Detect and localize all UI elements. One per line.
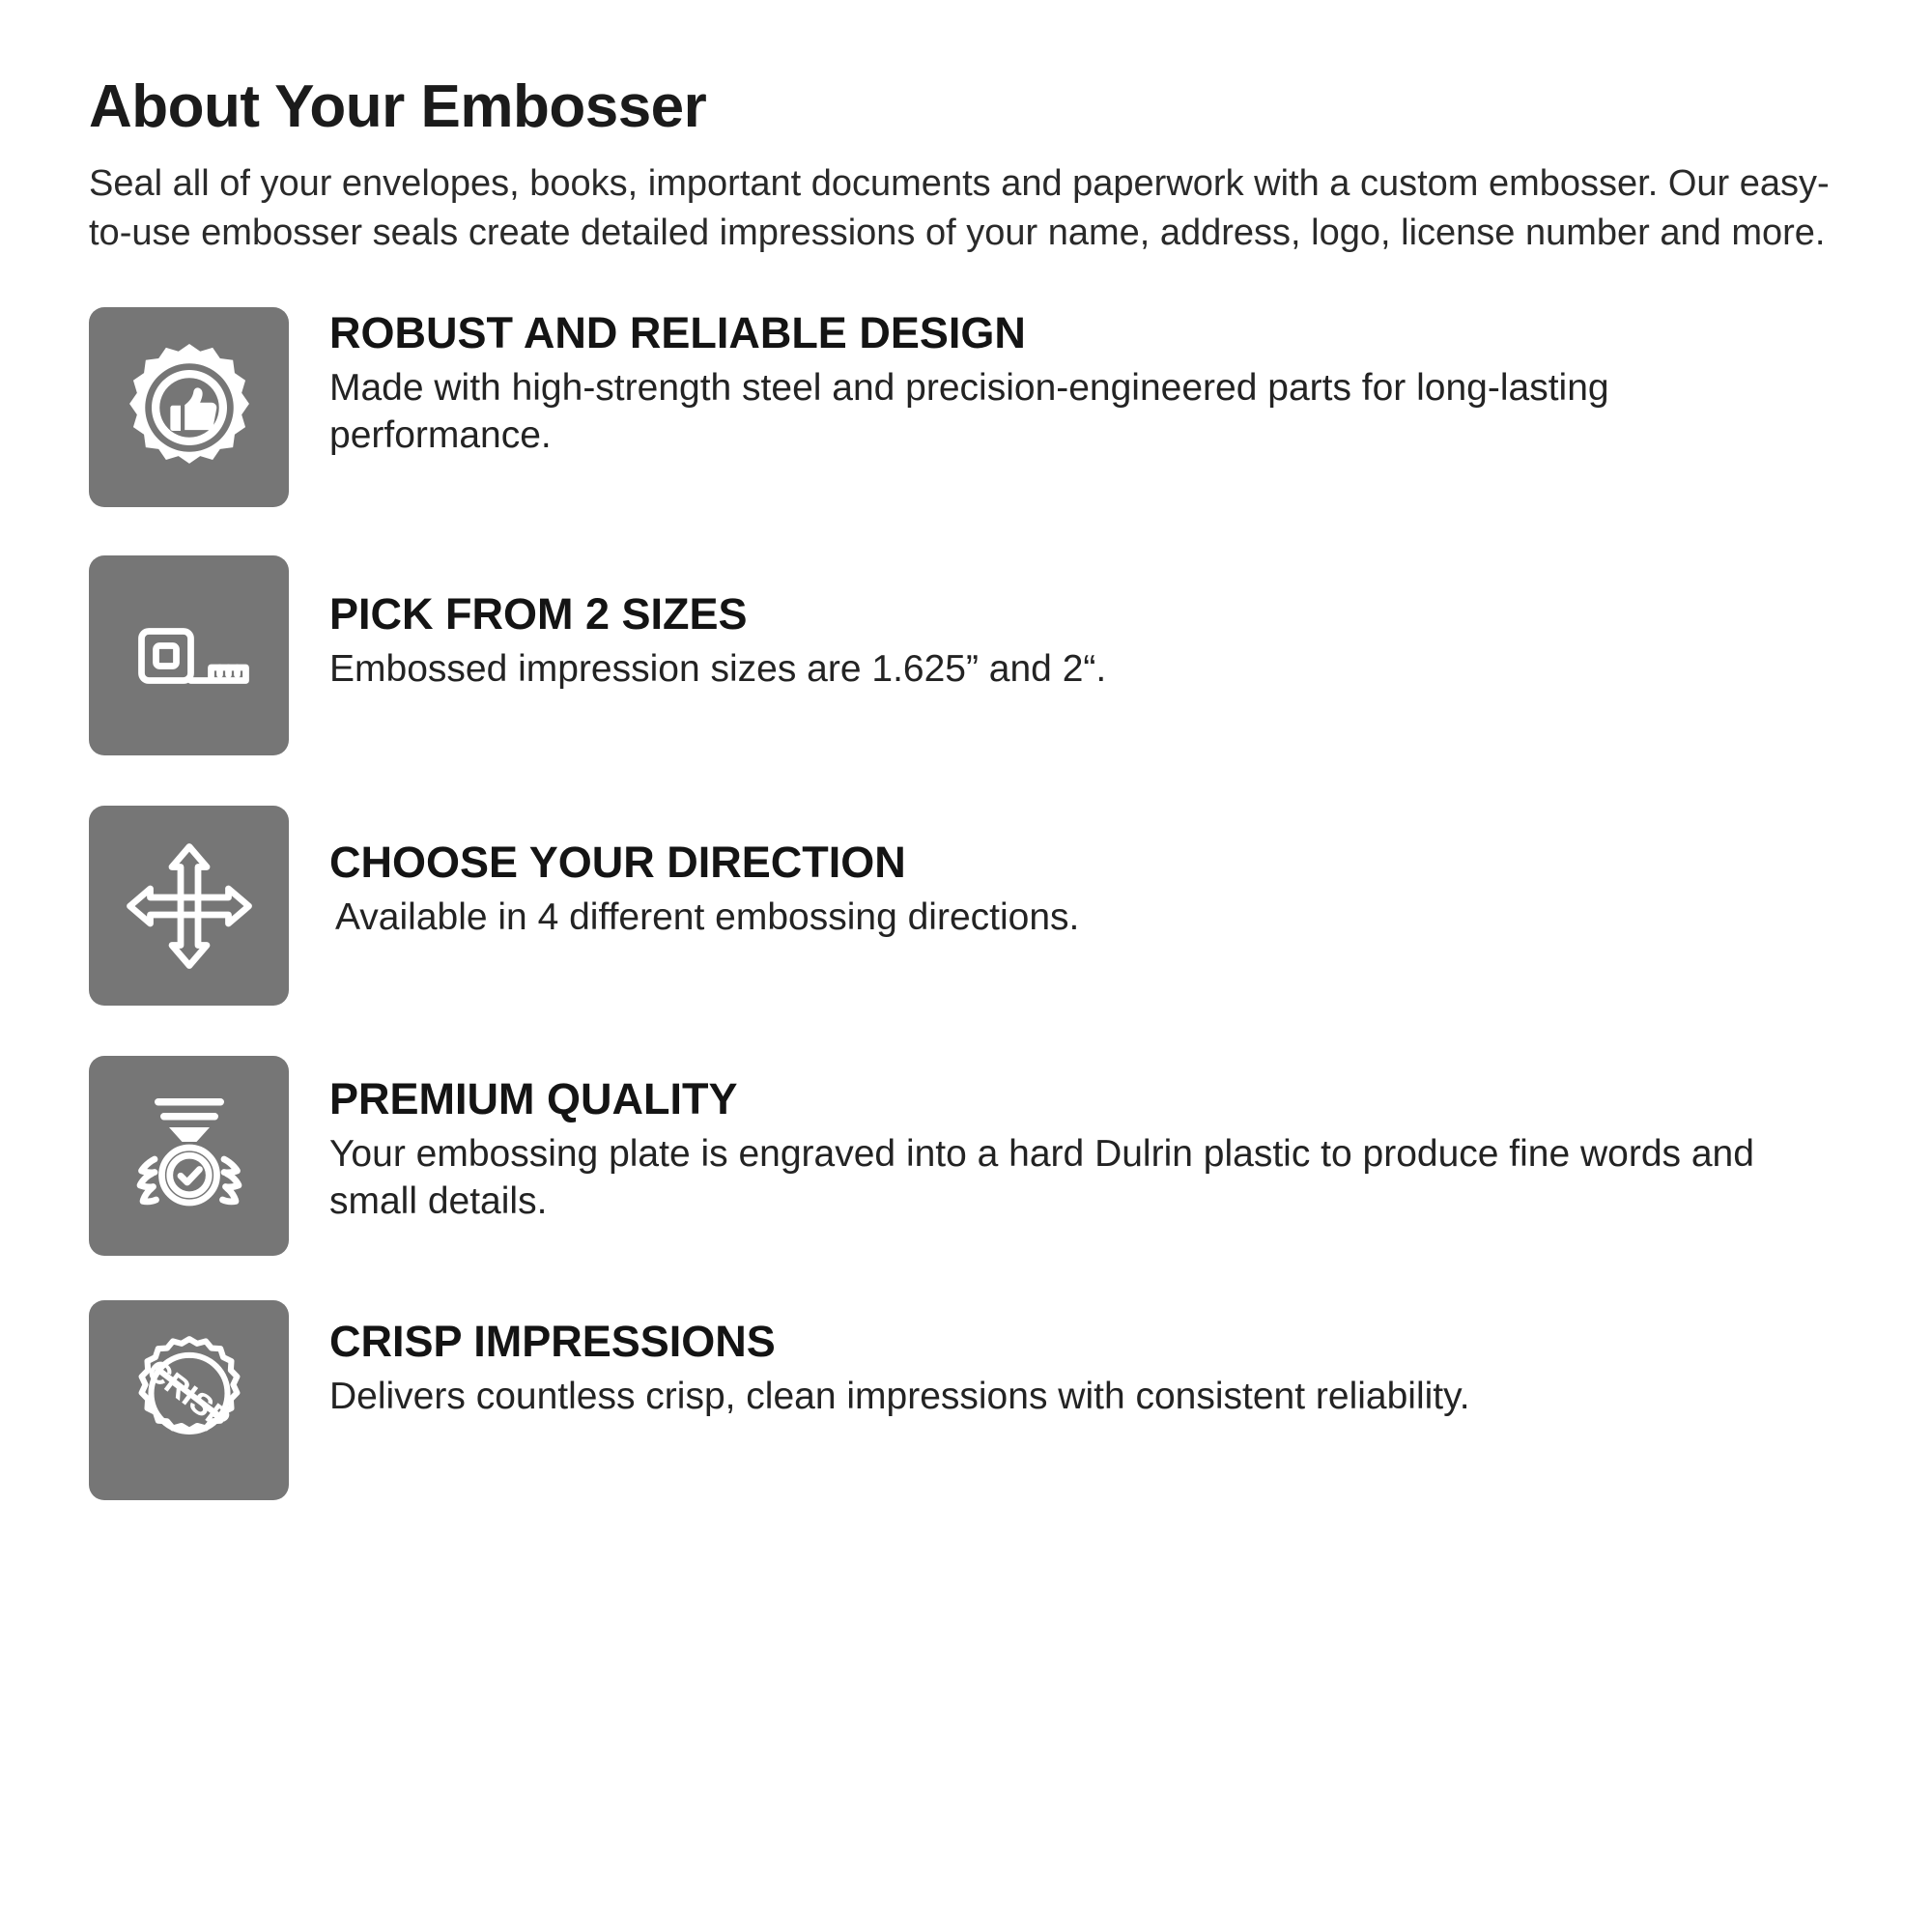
feature-text xyxy=(329,806,1843,941)
feature-item xyxy=(89,1056,1843,1256)
feature-item xyxy=(89,806,1843,1006)
feature-description: Made with high-strength steel and precision-engineered parts for long-lasting performance. xyxy=(329,366,1609,457)
crisp-stamp-label: CRISP xyxy=(140,1351,237,1436)
feature-list xyxy=(89,307,1843,1500)
feature-title: PICK FROM 2 SIZES xyxy=(329,589,748,639)
feature-title: ROBUST AND RELIABLE DESIGN xyxy=(329,308,1026,358)
feature-title: CHOOSE YOUR DIRECTION xyxy=(329,838,906,888)
page-intro-paragraph: Seal all of your envelopes, books, important documents and paperwork with a custom embosser. Our easy-to-use embosser seals create detailed impressions of your name, address, logo, license number and more. xyxy=(89,163,1830,253)
feature-item xyxy=(89,1300,1843,1500)
feature-text xyxy=(329,307,1843,460)
feature-text xyxy=(329,555,1843,693)
feature-text xyxy=(329,1300,1843,1420)
crisp-stamp-icon xyxy=(89,1300,289,1500)
quality-award-ribbon-icon xyxy=(89,1056,289,1256)
feature-description: Your embossing plate is engraved into a hard Dulrin plastic to produce fine words and small details. xyxy=(329,1132,1754,1223)
feature-title: PREMIUM QUALITY xyxy=(329,1074,738,1124)
gear-thumbs-up-icon xyxy=(89,307,289,507)
feature-item xyxy=(89,555,1843,755)
page-title: About Your Embosser xyxy=(89,73,707,140)
feature-description: Embossed impression sizes are 1.625” and 2“. xyxy=(329,647,1107,690)
feature-text xyxy=(329,1056,1843,1226)
feature-description: Delivers countless crisp, clean impressions with consistent reliability. xyxy=(329,1375,1470,1417)
feature-description: Available in 4 different embossing directions. xyxy=(335,895,1080,938)
feature-item xyxy=(89,307,1843,507)
tape-measure-icon xyxy=(89,555,289,755)
feature-title: CRISP IMPRESSIONS xyxy=(329,1317,776,1367)
four-direction-arrows-icon xyxy=(89,806,289,1006)
